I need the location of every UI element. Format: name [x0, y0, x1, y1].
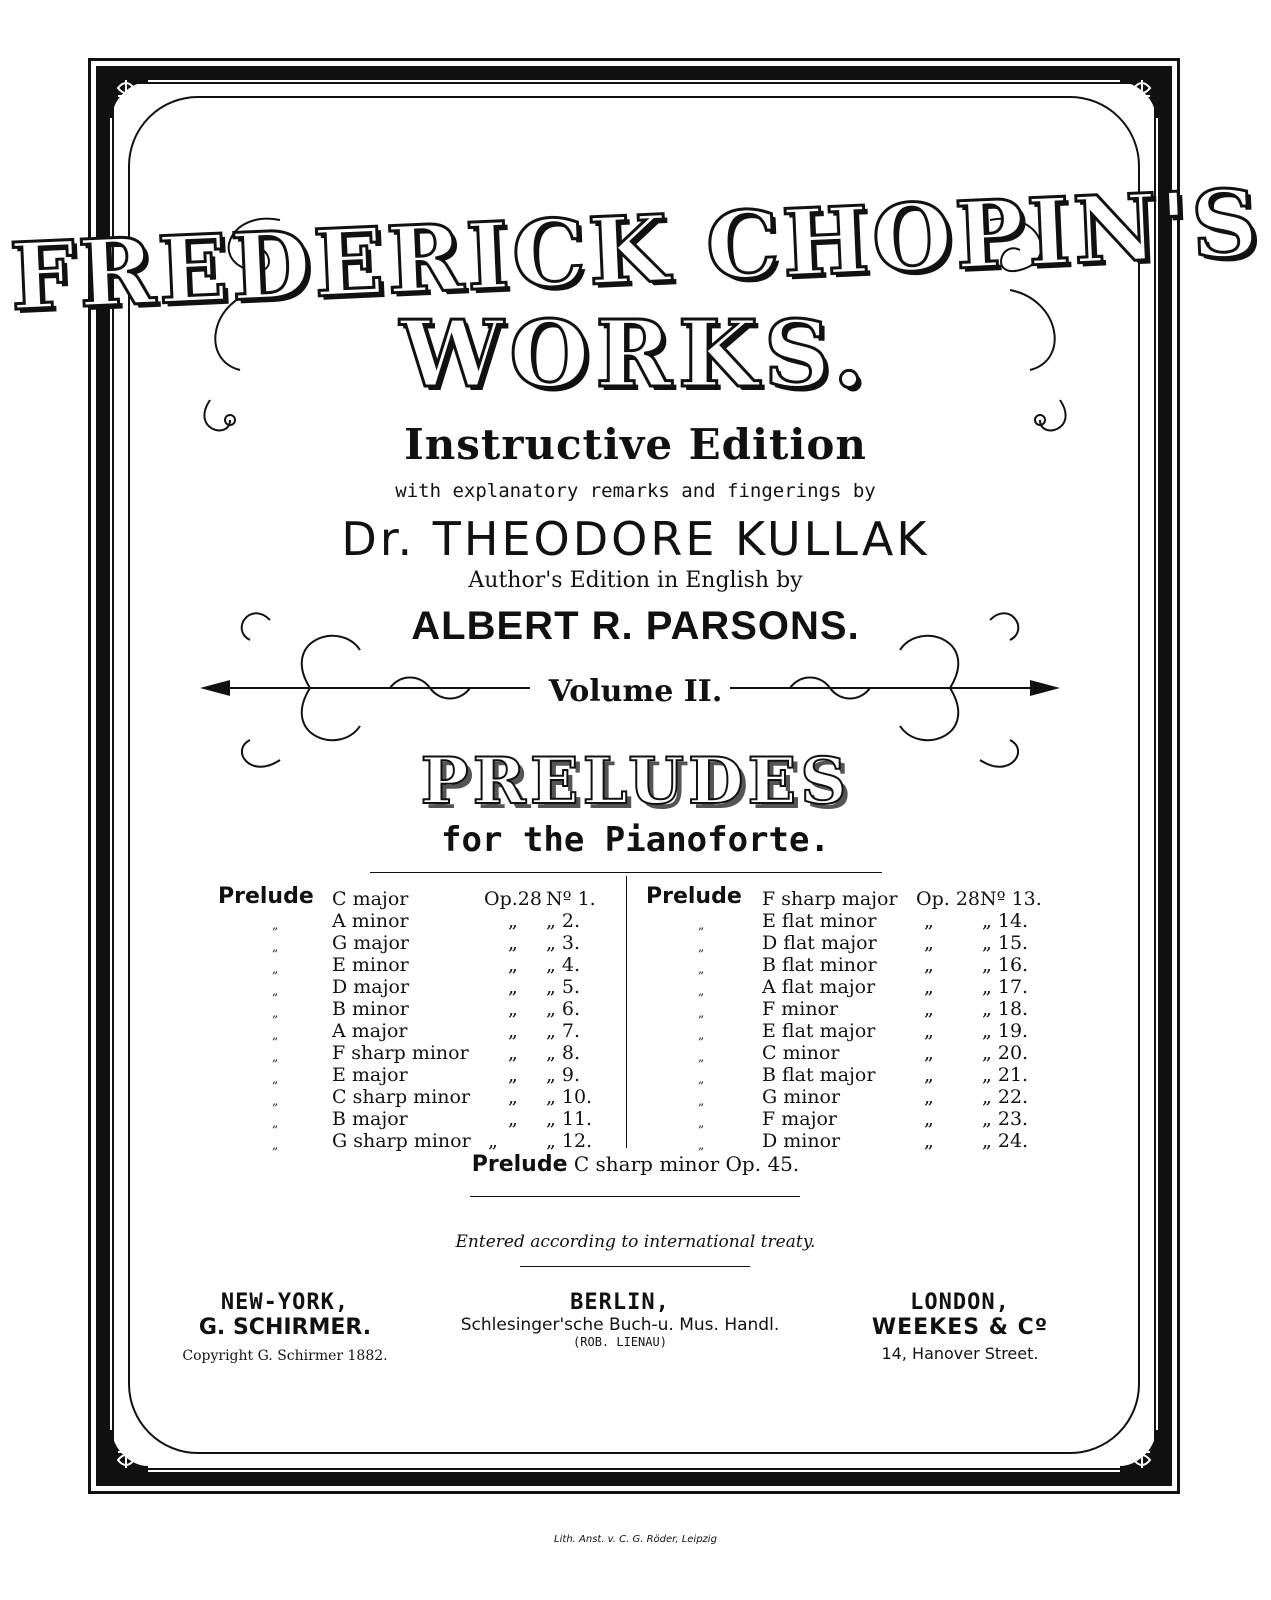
corner-ornament-icon [1116, 70, 1168, 122]
copyright-line: Copyright G. Schirmer 1882. [182, 1348, 388, 1364]
column-divider [626, 876, 627, 1148]
translator-name: ALBERT R. PARSONS. [411, 604, 860, 648]
title-line-1: FREDERICK CHOPIN'S [7, 168, 1264, 332]
publisher-name: WEEKES & Cº [871, 1315, 1049, 1340]
publisher-london [830, 1290, 1090, 1363]
prelude-label: Prelude [218, 884, 314, 909]
prelude-label: Prelude [471, 1152, 568, 1177]
divider-rule [370, 872, 882, 873]
divider-rule [520, 1266, 750, 1267]
with-remarks-line: with explanatory remarks and fingerings by [395, 480, 876, 502]
authors-edition-line: Author's Edition in English by [468, 568, 803, 593]
divider-rule [470, 1196, 800, 1197]
corner-ornament-icon [100, 1426, 152, 1478]
edition-subtitle: Instructive Edition [404, 420, 867, 469]
extra-prelude-line [0, 1152, 1271, 1177]
publisher-city: BERLIN, [570, 1290, 670, 1315]
publisher-city: NEW-YORK, [220, 1290, 350, 1315]
title-line-2: WORKS. [399, 300, 872, 408]
publisher-berlin [420, 1290, 820, 1349]
publisher-city: LONDON, [910, 1290, 1010, 1315]
corner-ornament-icon [100, 70, 152, 122]
instrument-line: for the Pianoforte. [441, 820, 830, 860]
printer-imprint: Lith. Anst. v. C. G. Röder, Leipzig [554, 1534, 717, 1545]
publisher-name: Schlesinger'sche Buch-u. Mus. Handl. [460, 1315, 780, 1335]
publisher-address: 14, Hanover Street. [881, 1344, 1039, 1363]
prelude-label: Prelude [646, 884, 742, 909]
corner-ornament-icon [1116, 1426, 1168, 1478]
publisher-name: G. SCHIRMER. [198, 1315, 372, 1340]
publisher-note: (ROB. LIENAU) [573, 1335, 667, 1349]
publisher-new-york [160, 1290, 410, 1364]
copyright-notice: Entered according to international treaty. [455, 1232, 816, 1252]
collection-title: PRELUDES [420, 744, 851, 819]
volume-label: Volume II. [548, 674, 723, 709]
editor-name: Dr. THEODORE KULLAK [341, 512, 930, 566]
extra-prelude-text: C sharp minor Op. 45. [573, 1152, 800, 1176]
